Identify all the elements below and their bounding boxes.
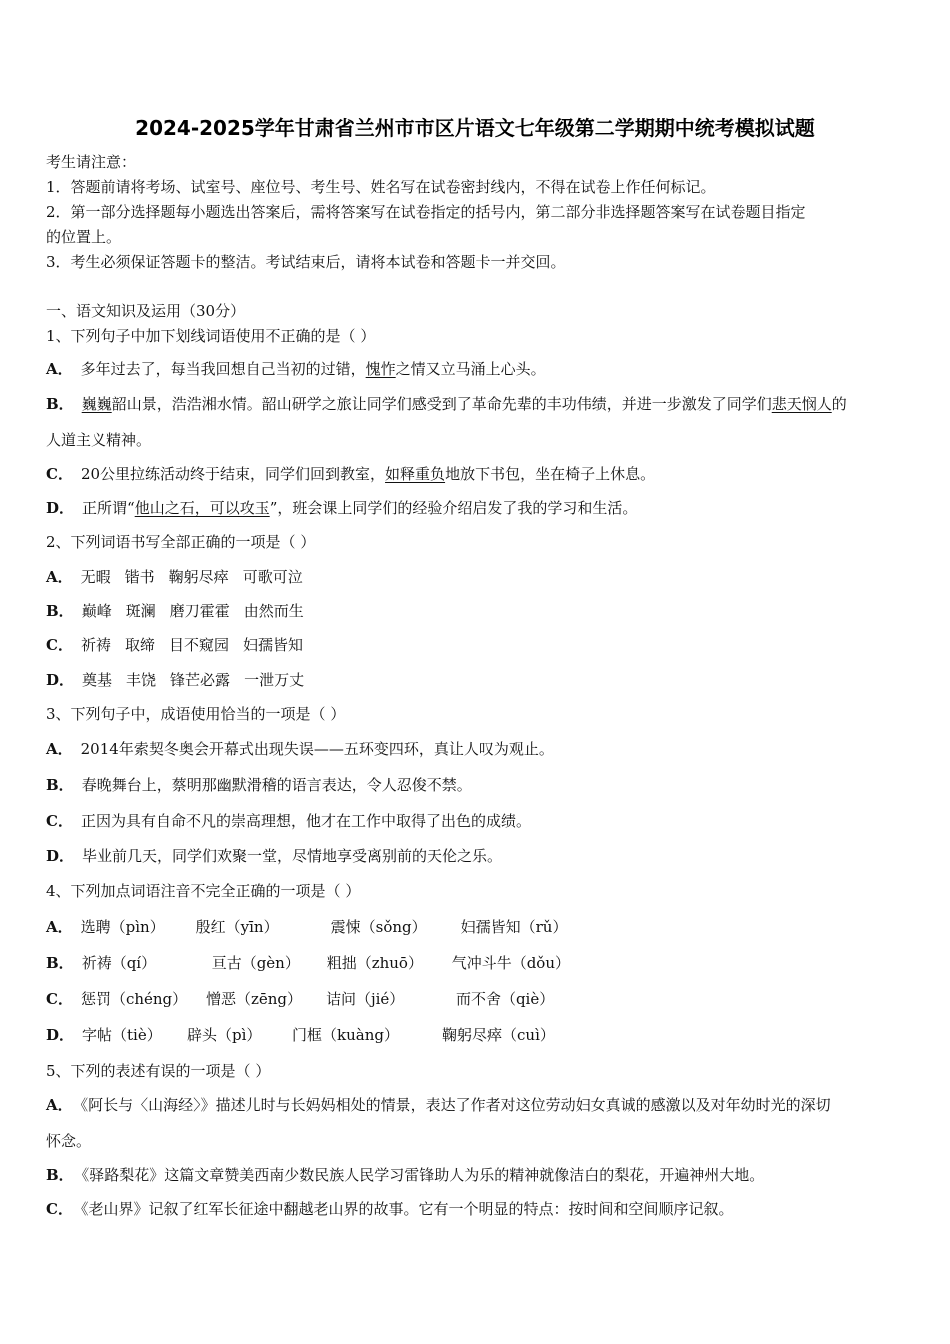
option-label: C． [46, 636, 73, 654]
q5-option-b[interactable] [46, 1165, 764, 1185]
option-label: D． [46, 671, 75, 689]
underlined-word: 愧怍 [365, 360, 396, 378]
pinyin-item: 而不舍（qiè） [455, 990, 555, 1008]
word: 鞠躬尽瘁 [168, 568, 229, 586]
option-text: 2014年索契冬奥会开幕式出现失误——五环变四环，真让人叹为观止。 [80, 740, 554, 758]
q3-option-c[interactable] [46, 811, 531, 831]
word: 斑澜 [125, 602, 156, 620]
option-text: 地放下书包，坐在椅子上休息。 [445, 465, 656, 483]
option-label: A． [46, 918, 73, 936]
q4-option-c[interactable] [46, 989, 554, 1009]
word: 由然而生 [243, 602, 304, 620]
option-label: D． [46, 1026, 75, 1044]
option-label: C． [46, 465, 73, 483]
option-label: A． [46, 360, 73, 378]
q2-option-d[interactable] [46, 670, 304, 690]
option-label: D． [46, 499, 75, 517]
underlined-word: 悲天悯人 [771, 395, 832, 413]
q3-stem: 3、下列句子中，成语使用恰当的一项是（ ） [46, 705, 346, 723]
pinyin-item: 鞠躬尽瘁（cuì） [442, 1026, 555, 1044]
q4-option-d[interactable] [46, 1025, 555, 1045]
option-text: 《驿路梨花》这篇文章赞美西南少数民族人民学习雷锋助人为乐的精神就像洁白的梨花，开遍神州大地。 [81, 1166, 765, 1184]
word: 目不窥园 [168, 636, 229, 654]
q2-option-c[interactable] [46, 635, 303, 655]
pinyin-item: 亘古（gèn） [211, 954, 300, 972]
underlined-word: 他山之石，可以攻玉 [134, 499, 270, 517]
option-label: D． [46, 847, 75, 865]
option-label: A． [46, 740, 73, 758]
word: 无暇 [80, 568, 111, 586]
word: 取缔 [124, 636, 155, 654]
option-text: 《老山界》记叙了红军长征途中翻越老山界的故事。它有一个明显的特点：按时间和空间顺序记叙。 [80, 1200, 734, 1218]
notice-item-2-cont: 的位置上。 [46, 228, 122, 246]
option-text: 春晚舞台上，蔡明那幽默滑稽的语言表达，令人忍俊不禁。 [81, 776, 472, 794]
option-label: B． [46, 776, 74, 794]
underlined-word: 巍巍 [81, 395, 112, 413]
option-text: 之情又立马涌上心头。 [395, 360, 546, 378]
word: 锋芒必露 [170, 671, 231, 689]
option-label: B． [46, 1166, 74, 1184]
word: 一泄万丈 [244, 671, 305, 689]
notice-item-3: 3．考生必须保证答题卡的整洁。考试结束后，请将本试卷和答题卡一并交回。 [46, 253, 566, 271]
word: 磨刀霍霍 [169, 602, 230, 620]
word: 奠基 [82, 671, 113, 689]
option-label: C． [46, 990, 73, 1008]
option-text: 的 [831, 395, 847, 413]
word: 可歌可泣 [242, 568, 303, 586]
q3-option-b[interactable] [46, 775, 472, 795]
q3-option-d[interactable] [46, 846, 502, 866]
pinyin-item: 粗拙（zhuō） [326, 954, 423, 972]
q5-option-a-cont: 怀念。 [46, 1132, 92, 1150]
option-label: C． [46, 812, 73, 830]
q5-stem: 5、下列的表述有误的一项是（ ） [46, 1062, 271, 1080]
q1-option-d[interactable] [46, 498, 637, 518]
q2-option-b[interactable] [46, 601, 304, 621]
q1-stem: 1、下列句子中加下划线词语使用不正确的是（ ） [46, 327, 376, 345]
pinyin-item: 惩罚（chéng） [80, 990, 188, 1008]
q2-stem: 2、下列词语书写全部正确的一项是（ ） [46, 533, 316, 551]
pinyin-item: 气冲斗牛（dǒu） [451, 954, 570, 972]
option-label: B． [46, 395, 74, 413]
word: 巅峰 [81, 602, 112, 620]
q1-option-b[interactable] [46, 394, 847, 414]
pinyin-item: 诘问（jié） [325, 990, 405, 1008]
word: 丰饶 [126, 671, 157, 689]
option-label: B． [46, 602, 74, 620]
pinyin-item: 殷红（yīn） [195, 918, 279, 936]
option-label: B． [46, 954, 74, 972]
q3-option-a[interactable] [46, 739, 554, 759]
word: 祈祷 [80, 636, 111, 654]
option-label: A． [46, 1096, 73, 1114]
option-text: 《阿长与〈山海经〉》描述儿时与长妈妈相处的情景，表达了作者对这位劳动妇女真诚的感激以及对年幼时光的深切 [80, 1096, 831, 1114]
option-label: C． [46, 1200, 73, 1218]
section-heading: 一、语文知识及运用（30分） [46, 302, 246, 320]
pinyin-item: 门框（kuàng） [292, 1026, 399, 1044]
option-text: 多年过去了，每当我回想自己当初的过错， [80, 360, 366, 378]
q4-option-a[interactable] [46, 917, 567, 937]
q1-option-b-cont: 人道主义精神。 [46, 431, 152, 449]
option-label: A． [46, 568, 73, 586]
page-title: 2024-2025学年甘肃省兰州市市区片语文七年级第二学期期中统考模拟试题 [135, 116, 815, 140]
pinyin-item: 震悚（sǒng） [330, 918, 427, 936]
option-text: 毕业前几天，同学们欢聚一堂，尽情地享受离别前的天伦之乐。 [82, 847, 503, 865]
notice-item-2: 2．第一部分选择题每小题选出答案后，需将答案写在试卷指定的括号内，第二部分非选择题答案写在试卷题目指定 [46, 203, 806, 221]
notice-item-1: 1．答题前请将考场、试室号、座位号、考生号、姓名写在试卷密封线内，不得在试卷上作任何标记。 [46, 178, 716, 196]
underlined-word: 如释重负 [385, 465, 446, 483]
notice-heading: 考生请注意： [46, 153, 137, 171]
option-text: 韶山景，浩浩湘水情。韶山研学之旅让同学们感受到了革命先辈的丰功伟绩，并进一步激发了同学们 [111, 395, 772, 413]
q2-option-a[interactable] [46, 567, 303, 587]
pinyin-item: 妇孺皆知（rǔ） [460, 918, 568, 936]
pinyin-item: 字帖（tiè） [82, 1026, 162, 1044]
option-text: 正因为具有自命不凡的崇高理想，他才在工作中取得了出色的成绩。 [80, 812, 531, 830]
option-text: 20公里拉练活动终于结束，同学们回到教室， [80, 465, 386, 483]
pinyin-item: 选聘（pìn） [80, 918, 165, 936]
q4-option-b[interactable] [46, 953, 570, 973]
pinyin-item: 憎恶（zēng） [205, 990, 302, 1008]
q5-option-c[interactable] [46, 1199, 733, 1219]
q5-option-a[interactable] [46, 1095, 831, 1115]
word: 妇孺皆知 [243, 636, 304, 654]
option-text: 正所谓“ [82, 499, 135, 517]
pinyin-item: 辟头（pì） [187, 1026, 262, 1044]
option-text: ”，班会课上同学们的经验介绍启发了我的学习和生活。 [269, 499, 638, 517]
word: 锴书 [124, 568, 155, 586]
pinyin-item: 祈祷（qí） [81, 954, 157, 972]
q1-option-c[interactable] [46, 464, 655, 484]
q4-stem: 4、下列加点词语注音不完全正确的一项是（ ） [46, 882, 361, 900]
q1-option-a[interactable] [46, 359, 546, 379]
